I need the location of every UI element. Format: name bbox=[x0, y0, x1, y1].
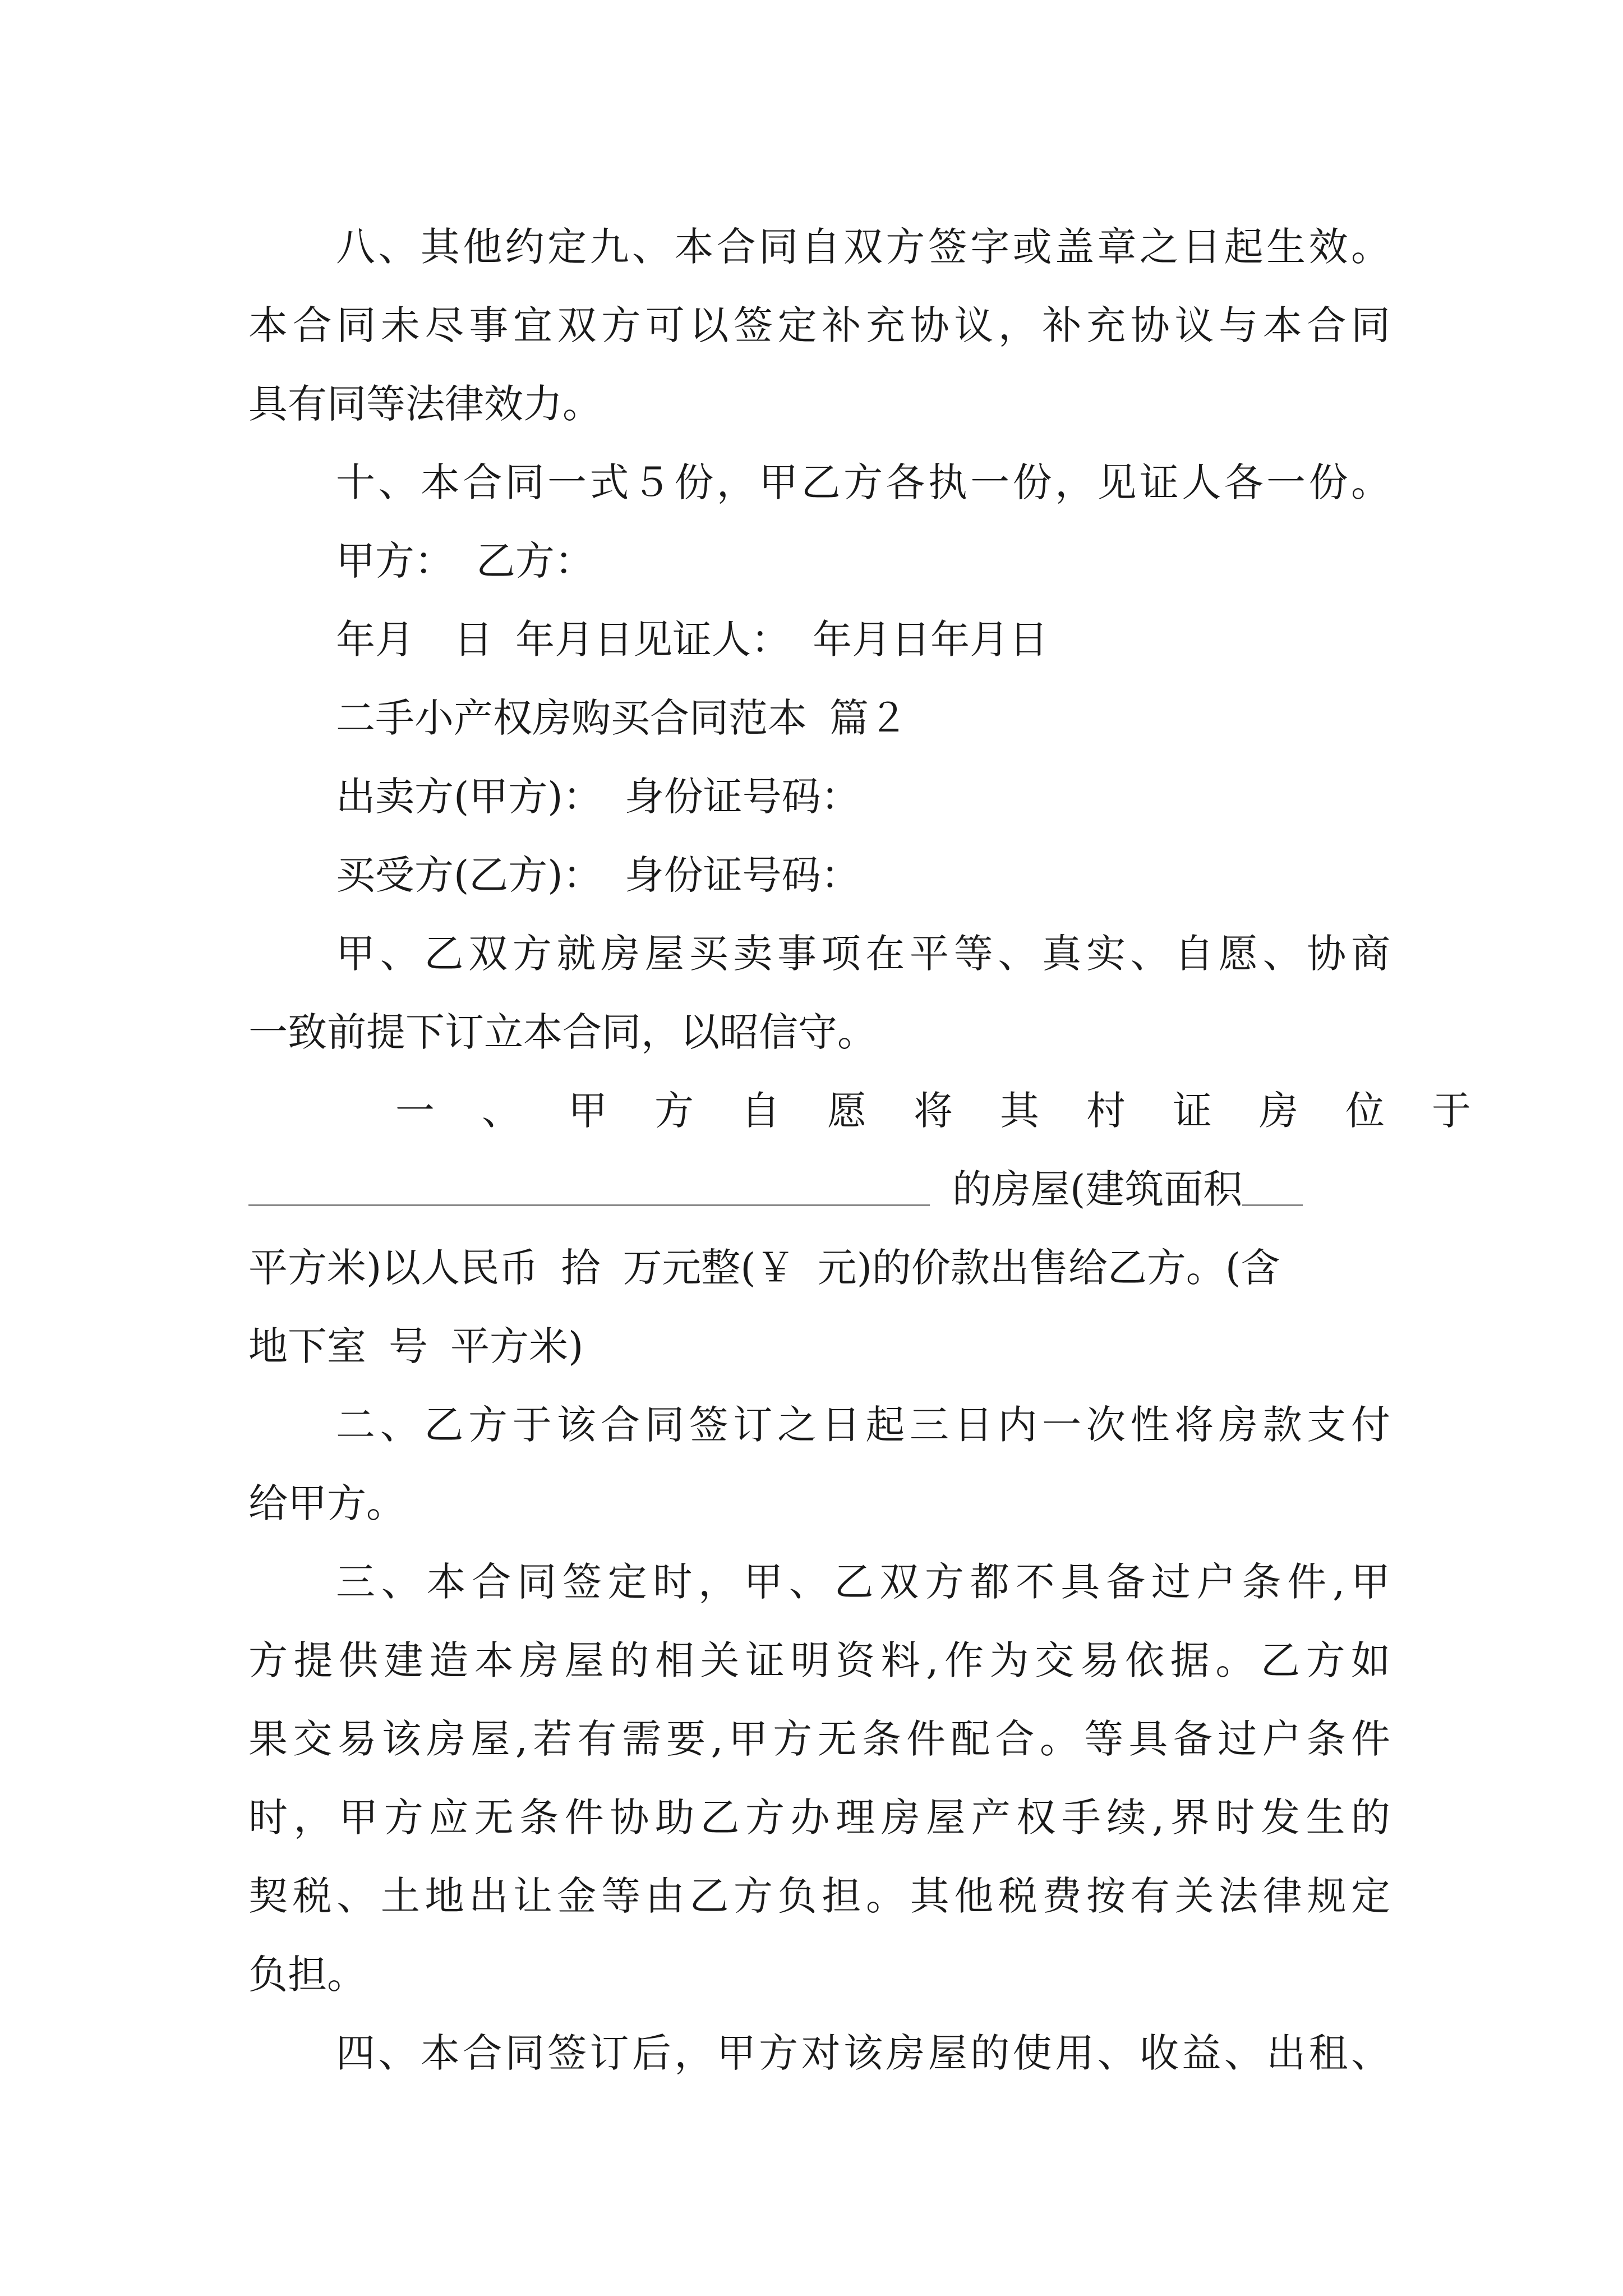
basement-text-1: 地下室 bbox=[248, 1323, 366, 1369]
paragraph-line-price bbox=[248, 1228, 1390, 1307]
buyer-id-label: 身份证号码： bbox=[624, 852, 860, 898]
witness-label: 年月日见证人： bbox=[515, 616, 790, 662]
basement-text-2: 号 bbox=[389, 1323, 428, 1369]
signature-dates-line bbox=[336, 600, 1390, 679]
agreement-end-text: 一致前提下订立本合同，以昭信守。 bbox=[248, 1009, 877, 1055]
paragraph-line-legal-effect bbox=[248, 365, 1390, 443]
paragraph-line-clause-3-c bbox=[248, 1700, 1390, 1778]
paragraph-line-clause-3-b bbox=[248, 1621, 1390, 1700]
paragraph-line-clause-2 bbox=[336, 1386, 1390, 1464]
paragraph-line-supplement bbox=[248, 286, 1390, 365]
date-label-day: 日 bbox=[454, 616, 493, 662]
clause-2-text: 二、乙方于该合同签订之日起三日内一次性将房款支付 bbox=[336, 1402, 1390, 1448]
signature-parties-line bbox=[336, 522, 1390, 600]
party-a-label: 甲方： bbox=[336, 538, 454, 584]
paragraph-line-agreement bbox=[336, 914, 1390, 993]
area-blank bbox=[1242, 1204, 1303, 1206]
price-text-2: 拾 bbox=[561, 1245, 601, 1291]
seller-line bbox=[336, 757, 1390, 836]
clause-4-text: 四、本合同签订后，甲方对该房屋的使用、收益、出租、 bbox=[336, 2030, 1390, 2076]
clause-1-text: 一、甲方自愿将其村证房位于 bbox=[395, 1088, 1518, 1134]
paragraph-line-clause-8-9 bbox=[336, 208, 1390, 286]
paragraph-line-clause-3-end bbox=[248, 1935, 1390, 2014]
paragraph-line-clause-3 bbox=[336, 1543, 1390, 1621]
clause-3-text: 三、本合同签定时，甲、乙双方都不具备过户条件,甲 bbox=[336, 1559, 1390, 1605]
supplement-text: 本合同未尽事宜双方可以签定补充协议，补充协议与本合同 bbox=[248, 302, 1390, 348]
seller-id-label: 身份证号码： bbox=[624, 774, 860, 820]
clause-3-e-text: 契税、土地出让金等由乙方负担。其他税费按有关法律规定 bbox=[248, 1873, 1390, 1919]
basement-text-3: 平方米) bbox=[450, 1323, 584, 1369]
clause-3-d-text: 时，甲方应无条件协助乙方办理房屋产权手续,界时发生的 bbox=[248, 1795, 1390, 1841]
legal-effect-text: 具有同等法律效力。 bbox=[248, 381, 602, 427]
section-title: 二手小产权房购买合同范本 bbox=[336, 695, 807, 741]
paragraph-line-agreement-end bbox=[248, 993, 1390, 1071]
paragraph-line-clause-10 bbox=[336, 443, 1390, 522]
price-text-3: 万元整(￥ bbox=[623, 1245, 795, 1291]
clause-3-end-text: 负担。 bbox=[248, 1952, 366, 1998]
section-title-line bbox=[336, 679, 1390, 757]
price-text-4: 元)的价款出售给乙方。(含 bbox=[817, 1245, 1280, 1291]
seller-label: 出卖方(甲方)： bbox=[336, 774, 602, 820]
paragraph-line-clause-4 bbox=[336, 2014, 1390, 2092]
agreement-text: 甲、乙双方就房屋买卖事项在平等、真实、自愿、协商 bbox=[336, 931, 1390, 977]
paragraph-line-clause-3-e bbox=[248, 1857, 1390, 1935]
clause-3-c-text: 果交易该房屋,若有需要,甲方无条件配合。等具备过户条件 bbox=[248, 1716, 1390, 1762]
paragraph-line-clause-3-d bbox=[248, 1778, 1390, 1857]
clause-3-b-text: 方提供建造本房屋的相关证明资料,作为交易依据。乙方如 bbox=[248, 1637, 1390, 1683]
section-number: 篇２ bbox=[829, 695, 908, 741]
paragraph-line-basement bbox=[248, 1307, 1390, 1386]
paragraph-line-clause-2-end bbox=[248, 1464, 1390, 1543]
location-blank bbox=[248, 1204, 930, 1206]
date-label-witness: 年月日年月日 bbox=[813, 616, 1048, 662]
paragraph-line-house-location bbox=[248, 1150, 1390, 1228]
clause-8-9-text: 八、其他约定九、本合同自双方签字或盖章之日起生效。 bbox=[336, 224, 1390, 270]
price-text-1: 平方米)以人民币 bbox=[248, 1245, 539, 1291]
party-b-label: 乙方： bbox=[476, 538, 594, 584]
house-area-text: 的房屋(建筑面积 bbox=[952, 1166, 1243, 1212]
buyer-line bbox=[336, 836, 1390, 914]
clause-10-text: 十、本合同一式５份，甲乙方各执一份，见证人各一份。 bbox=[336, 459, 1390, 505]
date-label-a: 年月 bbox=[336, 616, 414, 662]
clause-2-end-text: 给甲方。 bbox=[248, 1480, 405, 1526]
paragraph-line-clause-1 bbox=[395, 1071, 1518, 1150]
buyer-label: 买受方(乙方)： bbox=[336, 852, 602, 898]
